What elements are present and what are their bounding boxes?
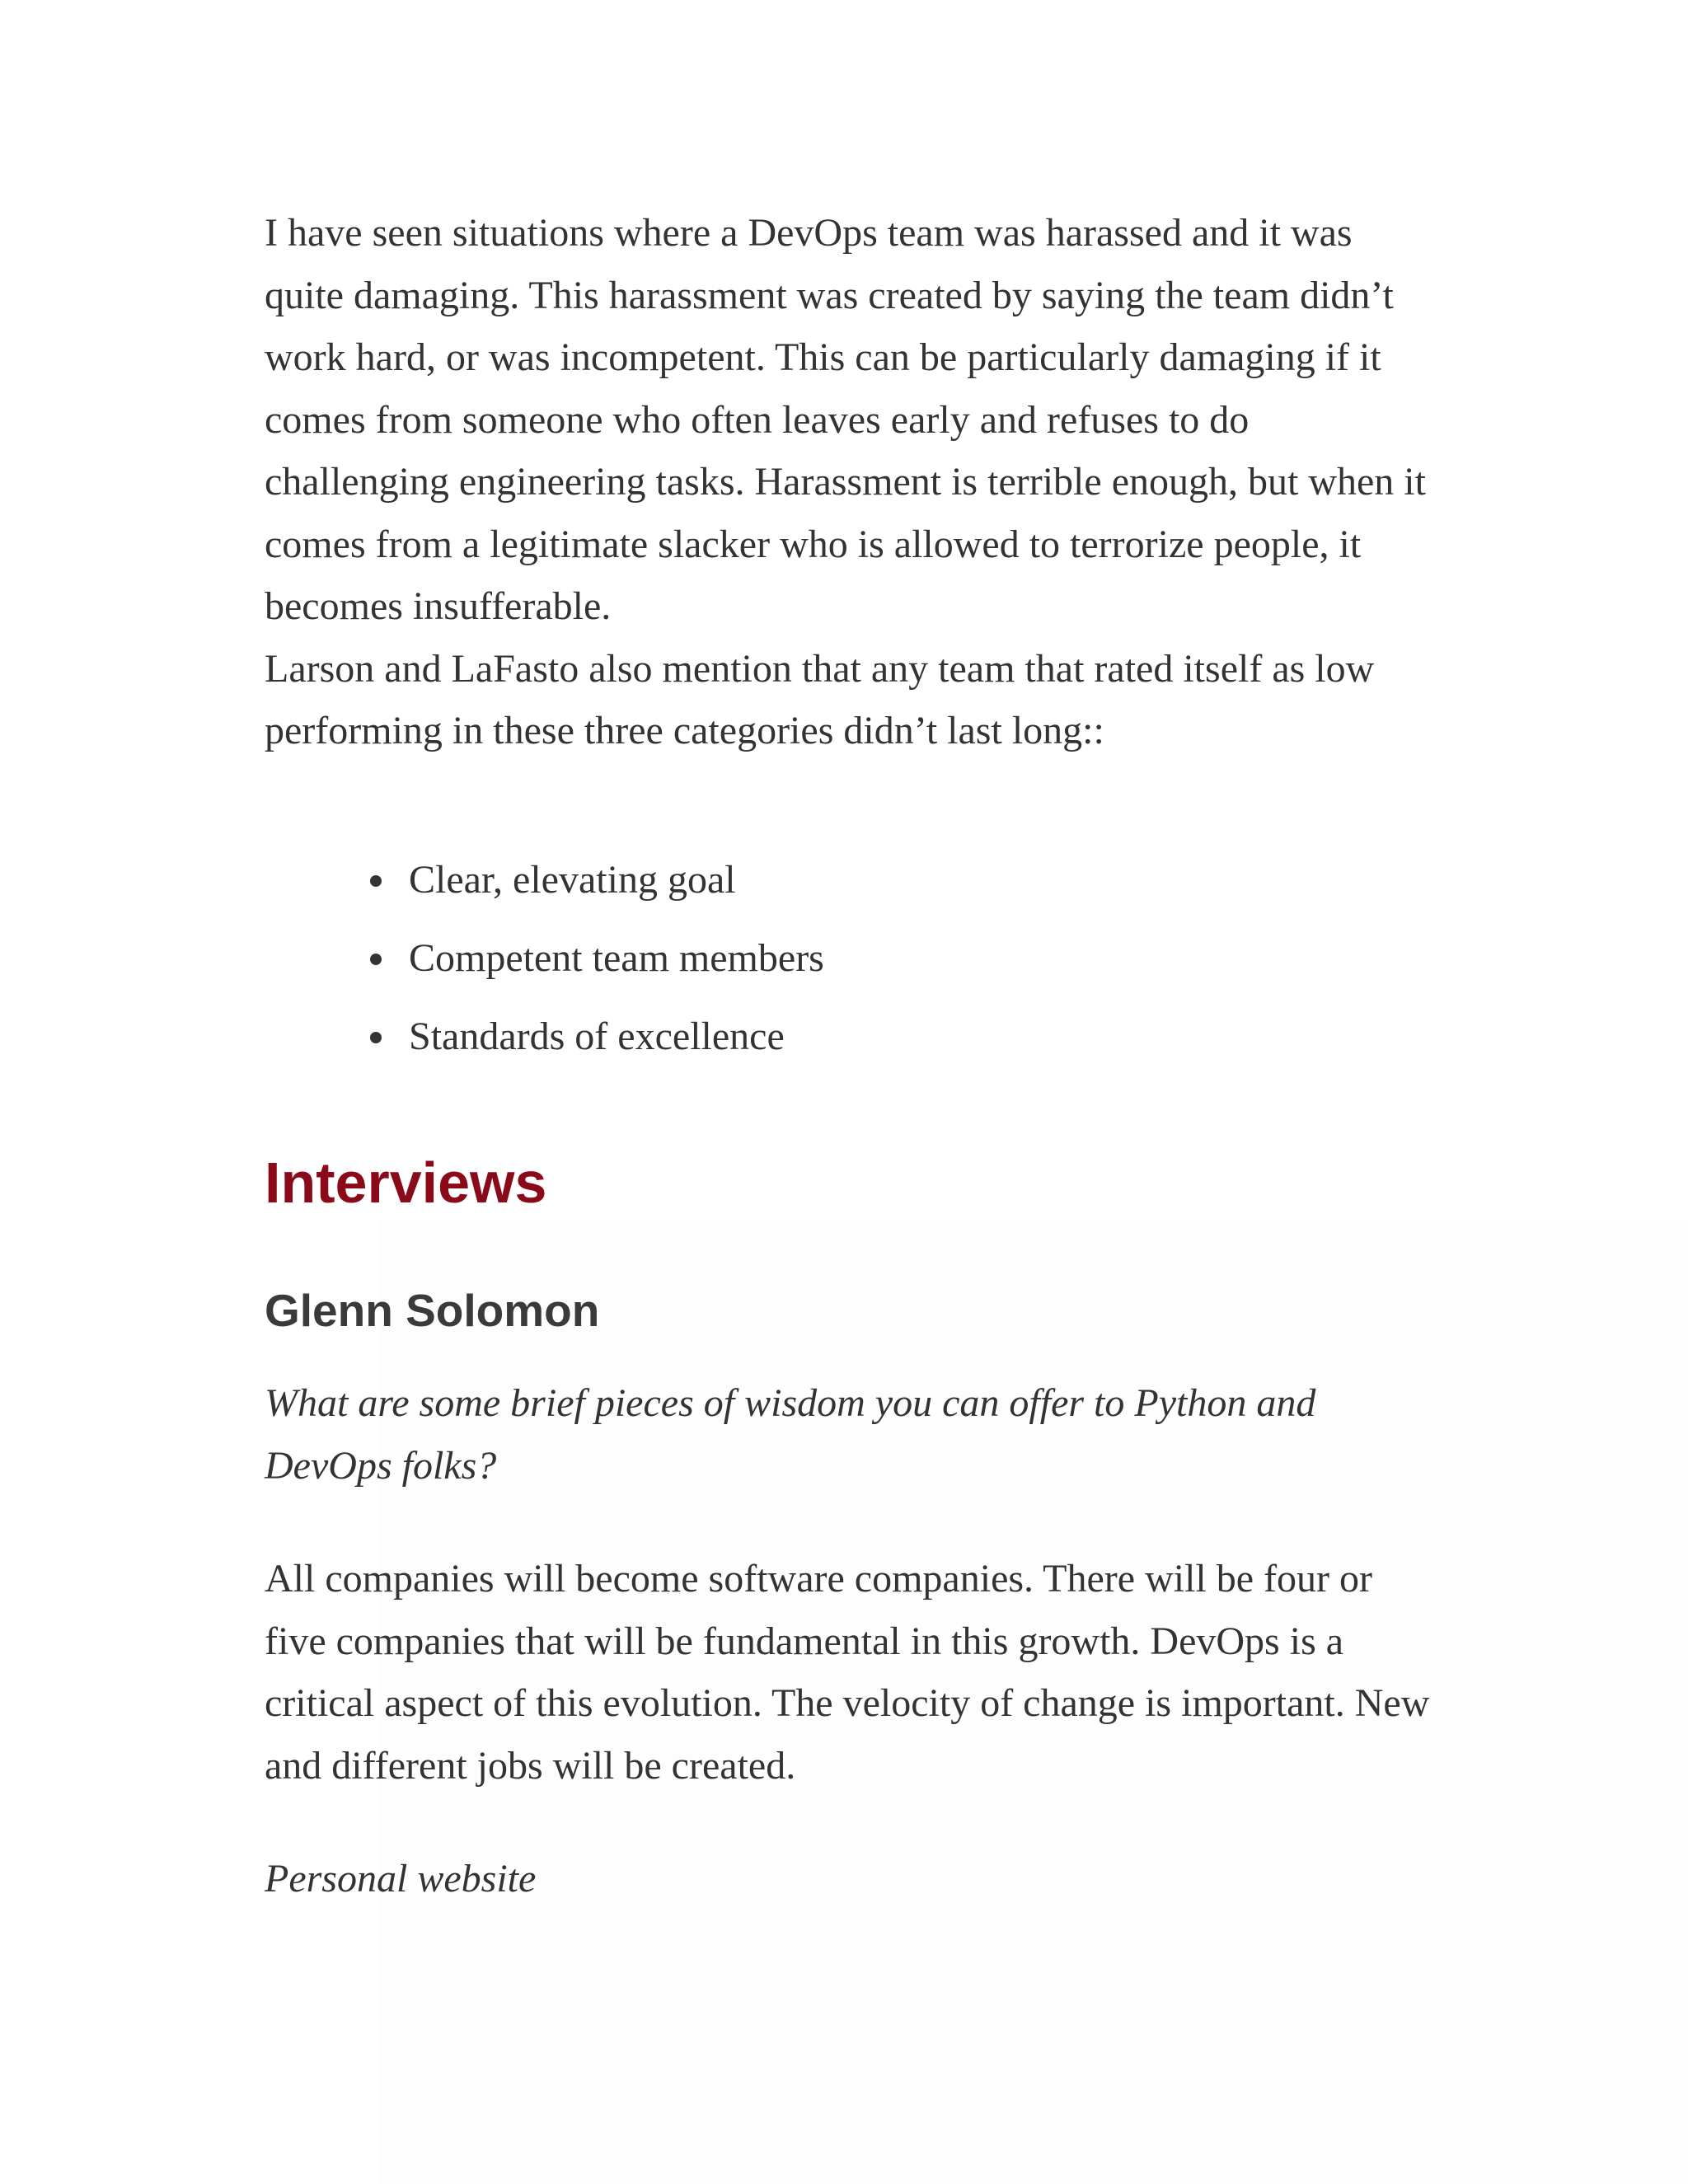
list-item [265,849,1435,912]
bullet-icon [370,954,382,965]
interview-block [265,1372,1435,1910]
categories-list-block [265,849,1435,1084]
list-item-text: Standards of excellence [409,1015,785,1058]
paragraph-larson-lafasto: Larson and LaFasto also mention that any team that rated itself as low performing in these three categories didn’t last long:: [265,646,1375,752]
interview-question: What are some brief pieces of wisdom you can offer to Python and DevOps folks? [265,1381,1316,1488]
intro-block [265,202,1435,762]
list-item [265,1005,1435,1068]
bullet-icon [370,1032,382,1043]
paragraph-harassment: I have seen situations where a DevOps team was harassed and it was quite damaging. This harassment was created by saying the team didn’t work hard, or was incompetent. This can be particularly damaging if it comes from someone who often leaves early and refuses to do challenging engineering tasks. Harassment is terrible enough, but when it comes from a legitimate slacker who is allowed to terrorize people, it becomes insufferable. [265,211,1426,628]
interview-answer: All companies will become software companies. There will be four or five companies that will be fundamental in this growth. DevOps is a critical aspect of this evolution. The velocity of change is important. New and different jobs will be created. [265,1557,1430,1788]
interviewee-name-heading: Glenn Solomon [265,1285,600,1336]
bullet-icon [370,875,382,887]
categories-list [265,849,1435,1068]
section-heading-interviews: Interviews [265,1151,547,1215]
list-item-text: Competent team members [409,936,824,980]
list-item [265,927,1435,990]
list-item-text: Clear, elevating goal [409,858,736,902]
personal-website-link[interactable]: Personal website [265,1857,537,1900]
